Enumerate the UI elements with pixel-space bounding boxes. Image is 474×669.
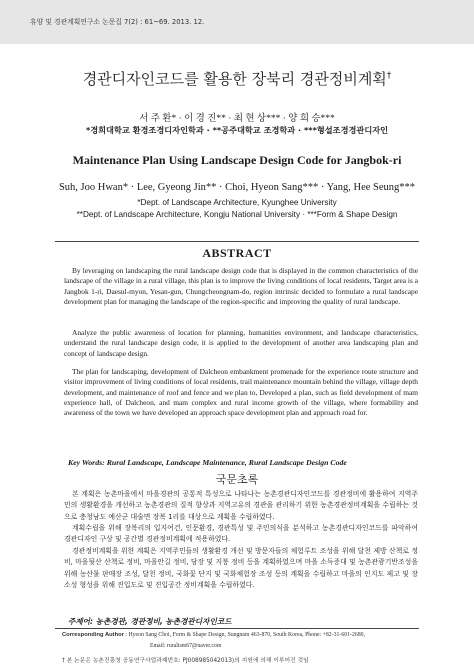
journal-citation: 휴양 및 경관계획연구소 논문집 7(2) : 61~69. 2013. 12. xyxy=(30,18,205,26)
abstract-heading: ABSTRACT xyxy=(202,246,272,260)
footnote-rule xyxy=(55,628,419,629)
title-footnote-mark: † xyxy=(386,71,392,81)
abstract-paragraph-1: By leveraging on landscaping the rural landscape design code that is displayed in the common characteristics of the landscape of the village in a rural village, this plan is to improve the living conditions of local residents, Target area is a Jangbok 1-ri, Daesul-myon, Yesan-gun, Chungcheongnam-do, region intrinsic decided to formulate a rural landscape development plan for managing the landscape of the region-specific and improving the quality of rural landscape. xyxy=(64,266,418,306)
korean-title-text: 경관디자인코드를 활용한 장북리 경관정비계획 xyxy=(82,70,387,88)
footnote-funding: † 본 논문은 농촌진흥청 공동연구사업과제번호: PJ008985042013)의 지원에 의해 이루어진 것임 xyxy=(62,658,309,664)
journal-header-bar xyxy=(0,0,474,44)
affiliation-line-1: *Dept. of Landscape Architecture, Kyunghee University xyxy=(137,198,337,207)
korean-affiliation: *경희대학교 환경조경디자인학과 · **공주대학교 조경학과 · ***형설조경경관디자인 xyxy=(85,125,389,135)
abstract-paragraph-3: The plan for landscaping, development of Dalcheon embankment promenade for the experience route structure and visitor improvement of living conditions of local residents, trail maintenance mountain behind the village, village depth development, and maintenance of roof and fence and we plan to, Developed a plan, such as field development of mam experience hall, of Dalcheon, and mam complex and rural income growth of the village, where formability and awareness of the town we have developed an approach space development plan and approach road for. xyxy=(64,367,418,418)
corresponding-author-label: Corresponding Author xyxy=(62,632,124,638)
english-keywords: Key Words: Rural Landscape, Landscape Maintenance, Rural Landscape Design Code xyxy=(68,458,347,467)
english-title: Maintenance Plan Using Landscape Design Code for Jangbok-ri xyxy=(72,153,402,167)
footnote-email: Email: ruralism67@naver.com xyxy=(150,643,222,649)
korean-abstract-paragraph-1: 본 계획은 농촌마을에서 마을경관의 공통적 특성으로 나타나는 농촌경관디자인코드를 경관정비에 활용하여 지역주민의 생활환경을 개선하고 농촌경관의 질적 향상과 지역고유의 경관을 관리하기 위한 농촌경관정비계획을 수립하는 것으로 충청남도 예산군 대술면 장복 1리를 대상으로 계획을 수립하였다. xyxy=(64,490,418,521)
affiliation-line-2: **Dept. of Landscape Architecture, Kongju National University · ***Form & Shape Design xyxy=(76,210,398,219)
footnote-corresponding xyxy=(62,632,365,638)
abstract-top-rule xyxy=(55,241,419,242)
korean-authors: 서 주 환* · 이 경 진** · 최 현 상*** · 양 희 승*** xyxy=(139,114,335,124)
english-authors: Suh, Joo Hwan* · Lee, Gyeong Jin** · Choi, Hyeon Sang*** · Yang, Hee Seung*** xyxy=(58,182,416,193)
abstract-paragraph-2: Analyze the public awareness of location for planning, humanities environment, and landscape characteristics, understand the rural landscape design code, it is applied to the development of another area landscaping plan and concept of landscape design. xyxy=(64,328,418,358)
korean-abstract-paragraph-3: 경관정비계획을 위한 계획은 지역주민들의 생활환경 개선 및 방문자들의 체험루트 조성을 위해 달천 제방 산책로 정비, 마을뒷산 산책로 정비, 마을안길 정비, 담장 및 지붕 정비 등을 계획하였으며 마을 소득증대 및 농촌관광기반조성을 위해 농산물 판매장 조성, 달천 정비, 국화꽃 단지 및 국화체험장 조성 등의 계획을 수립하고 마을의 인지도 제고 및 장소성 형성을 위해 진입도로 및 진입공간 정비계획을 수립하였다. xyxy=(64,547,418,590)
korean-keywords: 주제어: 농촌경관, 경관정비, 농촌경관디자인코드 xyxy=(68,617,232,626)
korean-abstract-paragraph-2: 계획수립을 위해 장복리의 입지여건, 인문환경, 경관특성 및 주민의식을 분석하고 농촌경관디자인코드를 파악하여 경관디자인 구상 및 공간별 경관정비계획에 적용하였다. xyxy=(64,524,418,544)
korean-abstract-heading: 국문초록 xyxy=(215,473,259,486)
corresponding-author-details: : Hyeon Sang Choi, Form & Shape Design, Sungnam 463-870, South Korea, Phone: +82-31-601-2680, xyxy=(125,632,366,638)
korean-title xyxy=(0,68,474,89)
